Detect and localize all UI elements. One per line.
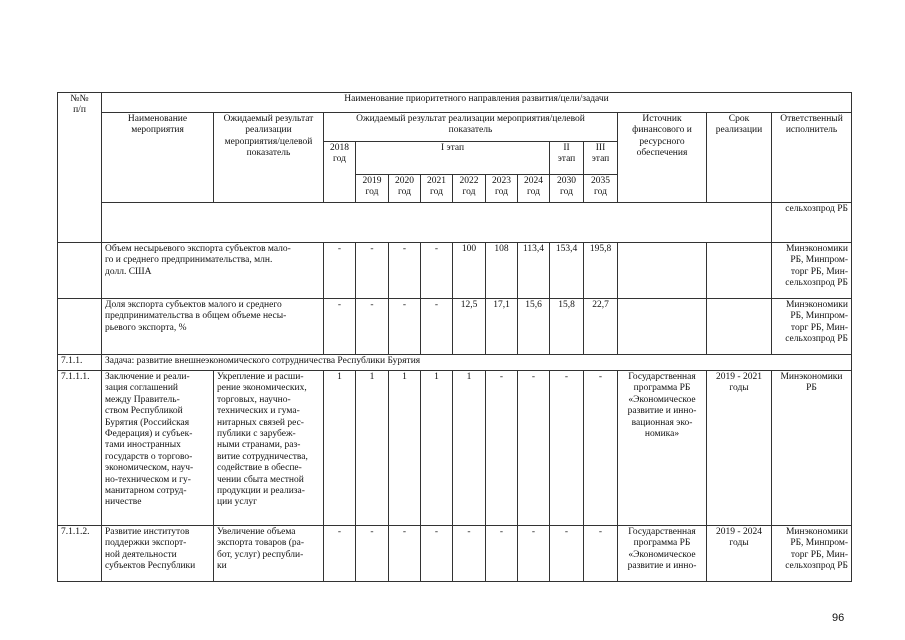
value-cell: - [486, 526, 518, 582]
value-cell: 195,8 [584, 243, 618, 299]
value-cell: 12,5 [453, 299, 486, 355]
value-cell: - [421, 299, 453, 355]
measure-number: 7.1.1.1. [58, 371, 102, 526]
header-responsible: Ответственный исполнитель [772, 113, 852, 203]
responsible-cell: сельхозпрод РБ [772, 203, 852, 243]
value-cell: - [584, 371, 618, 526]
value-cell: 113,4 [518, 243, 550, 299]
responsible-cell: Минэкономики РБ, Минпром- торг РБ, Мин- сельхозпрод РБ [772, 299, 852, 355]
header-num: №№ п/п [58, 93, 102, 243]
measure-result: Увеличение объема экспорта товаров (ра- бот, услуг) республи- ки [214, 526, 324, 582]
value-cell: - [550, 371, 584, 526]
value-cell: - [389, 243, 421, 299]
value-cell: - [324, 526, 356, 582]
value-cell: - [584, 526, 618, 582]
indicator-name: Доля экспорта субъектов малого и среднего предпринимательства в общем объеме несы- рьевого экспорта, % [102, 299, 324, 355]
value-cell: 100 [453, 243, 486, 299]
value-cell: 1 [324, 371, 356, 526]
header-stage2: II этап [550, 142, 584, 175]
header-measure: Наименование мероприятия [102, 113, 214, 203]
value-cell: - [389, 526, 421, 582]
plan-table [57, 92, 852, 582]
value-cell: - [324, 299, 356, 355]
value-cell: 15,6 [518, 299, 550, 355]
header-year: 2030 год [550, 175, 584, 203]
value-cell: - [356, 299, 389, 355]
task-number: 7.1.1. [58, 355, 102, 371]
indicator-name: Объем несырьевого экспорта субъектов мало- го и среднего предпринимательства, млн. долл. США [102, 243, 324, 299]
header-year: 2020 год [389, 175, 421, 203]
responsible-cell: Минэкономики РБ, Минпром- торг РБ, Мин- сельхозпрод РБ [772, 243, 852, 299]
header-title: Наименование приоритетного направления развития/цели/задачи [102, 93, 852, 113]
measure-name: Развитие институтов поддержки экспорт- ной деятельности субъектов Республики [102, 526, 214, 582]
value-cell: 153,4 [550, 243, 584, 299]
value-cell: - [486, 371, 518, 526]
value-cell: - [453, 526, 486, 582]
header-expected-group: Ожидаемый результат реализации мероприятия/целевой показатель [324, 113, 618, 142]
value-cell: - [421, 243, 453, 299]
measure-name: Заключение и реали- зация соглашений между Правитель- ством Республикой Бурятия (Российская Федерация) и субъек- тами иностранных государств о торгово- экономическом, науч- но-техническом и гу- манитарном сотруд- ничестве [102, 371, 214, 526]
task-text: Задача: развитие внешнеэкономического сотрудничества Республики Бурятия [102, 355, 852, 371]
header-year: 2024 год [518, 175, 550, 203]
value-cell: 22,7 [584, 299, 618, 355]
value-cell: 1 [453, 371, 486, 526]
header-year: 2019 год [356, 175, 389, 203]
value-cell: - [324, 243, 356, 299]
header-year: 2022 год [453, 175, 486, 203]
term-cell: 2019 - 2024 годы [707, 526, 772, 582]
header-stage3: III этап [584, 142, 618, 175]
source-cell: Государственная программа РБ «Экономическое развитие и инно- вационная эко- номика» [618, 371, 707, 526]
responsible-cell: Минэкономики РБ [772, 371, 852, 526]
value-cell: - [518, 371, 550, 526]
value-cell: 1 [421, 371, 453, 526]
value-cell: - [421, 526, 453, 582]
header-year: 2023 год [486, 175, 518, 203]
value-cell: - [356, 243, 389, 299]
source-cell: Государственная программа РБ «Экономическое развитие и инно- [618, 526, 707, 582]
responsible-cell: Минэкономики РБ, Минпром- торг РБ, Мин- сельхозпрод РБ [772, 526, 852, 582]
term-cell: 2019 - 2021 годы [707, 371, 772, 526]
value-cell: - [389, 299, 421, 355]
header-expected: Ожидаемый результат реализации мероприятия/целевой показатель [214, 113, 324, 203]
value-cell: 15,8 [550, 299, 584, 355]
value-cell: - [550, 526, 584, 582]
measure-number: 7.1.1.2. [58, 526, 102, 582]
page-number: 96 [832, 612, 845, 624]
header-term: Срок реализации [707, 113, 772, 203]
header-year: 2021 год [421, 175, 453, 203]
value-cell: 17,1 [486, 299, 518, 355]
measure-result: Укрепление и расши- рение экономических, торговых, научно- технических и гума- нитарных связей рес- публики с зарубеж- ными странами, раз- витие сотрудничества, содействие в обеспе- чении сбыта местной продукции и реализа- ции услуг [214, 371, 324, 526]
value-cell: 1 [389, 371, 421, 526]
header-stage1: I этап [356, 142, 550, 175]
header-year: 2035 год [584, 175, 618, 203]
header-2018: 2018 год [324, 142, 356, 203]
value-cell: 1 [356, 371, 389, 526]
value-cell: 108 [486, 243, 518, 299]
value-cell: - [518, 526, 550, 582]
header-source: Источник финансового и ресурсного обеспечения [618, 113, 707, 203]
value-cell: - [356, 526, 389, 582]
